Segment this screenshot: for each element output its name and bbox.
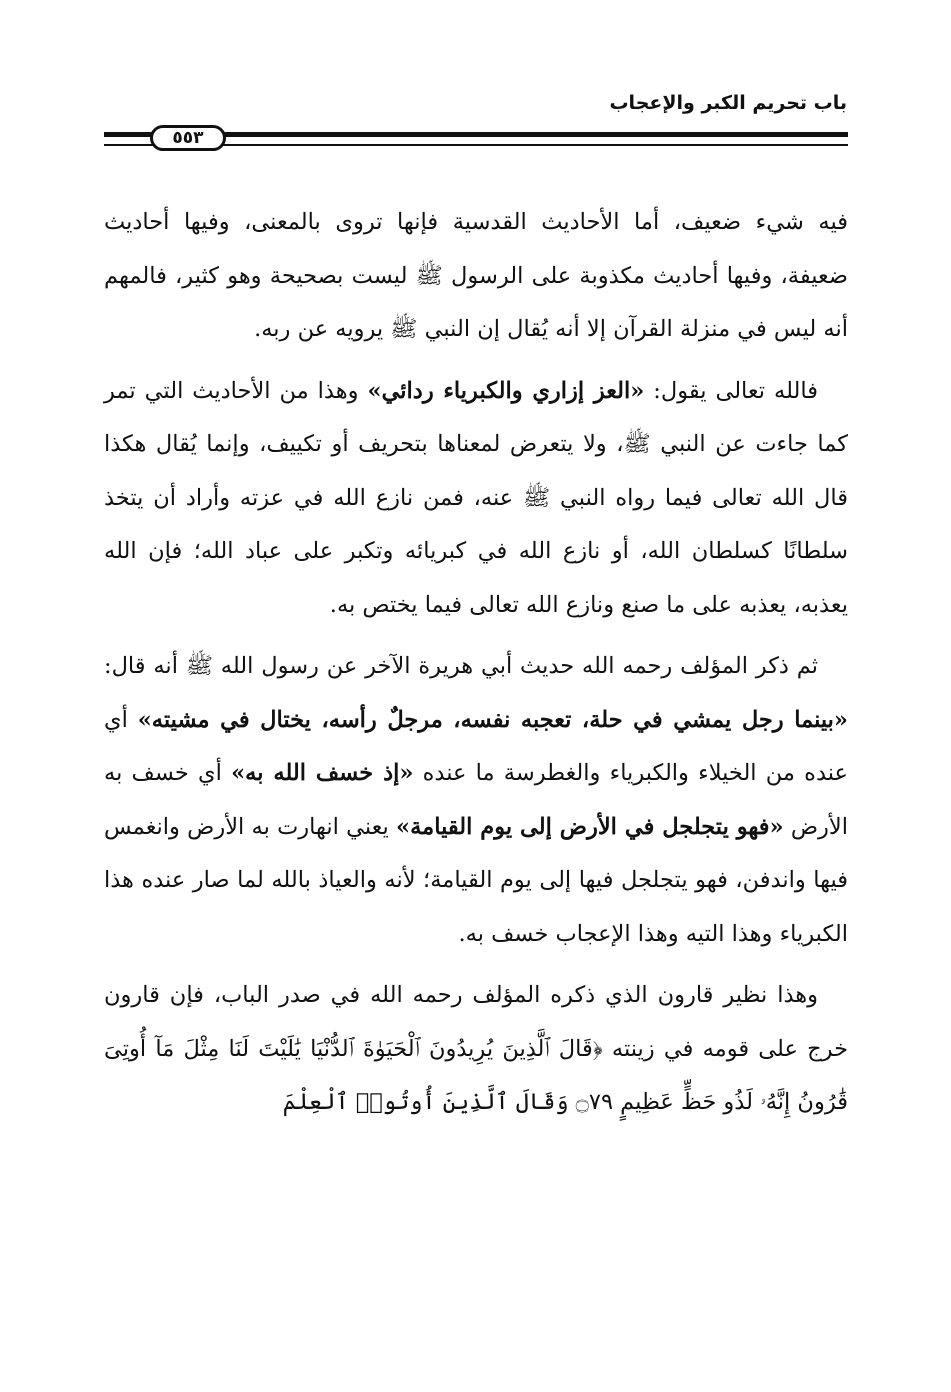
- paragraph-2: [104, 365, 848, 633]
- paragraph-2-text-a: فالله تعالى يقول:: [644, 377, 818, 404]
- paragraph-4-text-a: وهذا نظير قارون الذي ذكره المؤلف رحمه الله في صدر الباب، فإن قارون خرج على قومه في زينته: [104, 982, 848, 1062]
- hadith-quote: «إذ خسف الله به»: [231, 760, 414, 786]
- paragraph-1: فيه شيء ضعيف، أما الأحاديث القدسية فإنها تروى بالمعنى، وفيها أحاديث ضعيفة، وفيها أحاديث مكذوبة على الرسول ﷺ ليست بصحيحة وهو كثير، فالمهم أنه ليس في منزلة القرآن إلا أنه يُقال إن النبي ﷺ يرويه عن ربه.: [104, 209, 848, 342]
- running-head-title: باب تحريم الكبر والإعجاب: [609, 92, 847, 114]
- paragraph-3: [104, 640, 848, 961]
- paragraph-4: [104, 969, 848, 1130]
- quran-verse: ﴿قَالَ ٱلَّذِينَ يُرِيدُونَ ٱلْحَيَوٰةَ ٱلدُّنْيَا يَٰلَيْتَ لَنَا مِثْلَ مَآ أُوتِىَ قَٰرُونُ إِنَّهُۥ لَذُو حَظٍّ عَظِيمٍ ۝٧٩ وَقَالَ ٱلَّذِينَ أُوتُوا۟ ٱلْعِلْمَ: [104, 1035, 848, 1115]
- hadith-quote: «فهو يتجلجل في الأرض إلى يوم القيامة»: [396, 813, 784, 840]
- hadith-quote: «بينما رجل يمشي في حلة، تعجبه نفسه، مرجلٌ رأسه، يختال في مشيته»: [137, 706, 848, 733]
- body-text: [104, 196, 848, 1130]
- paragraph-3-text-d: يعني انهارت به الأرض وانغمس فيها واندفن، فهو يتجلجل فيها إلى يوم القيامة؛ لأنه والعياذ بالله لما صار عنده هذا الكبرياء وهذا التيه وهذا الإعجاب خسف به.: [104, 813, 848, 947]
- paragraph-3-text-c: أي خسف به الأرض: [104, 760, 848, 840]
- paragraph-2-text-b: وهذا من الأحاديث التي تمر كما جاءت عن النبي ﷺ، ولا يتعرض لمعناها بتحريف أو تكييف، وإنما يُقال هكذا قال الله تعالى فيما رواه النبي ﷺ عنه، فمن نازع الله في عزته وأراد أن يتخذ سلطانًا كسلطان الله، أو نازع الله في كبريائه وتكبر على عباد الله؛ فإن الله يعذبه، يعذبه على ما صنع ونازع الله تعالى فيما يختص به.: [104, 377, 848, 618]
- page-number: ٥٥٣: [150, 125, 226, 151]
- paragraph-3-text-b: أي عنده من الخيلاء والكبرياء والغطرسة ما عنده: [104, 706, 848, 786]
- paragraph-3-text-a: ثم ذكر المؤلف رحمه الله حديث أبي هريرة الآخر عن رسول الله ﷺ أنه قال:: [104, 653, 818, 679]
- hadith-quote: «العز إزاري والكبرياء ردائي»: [367, 377, 645, 404]
